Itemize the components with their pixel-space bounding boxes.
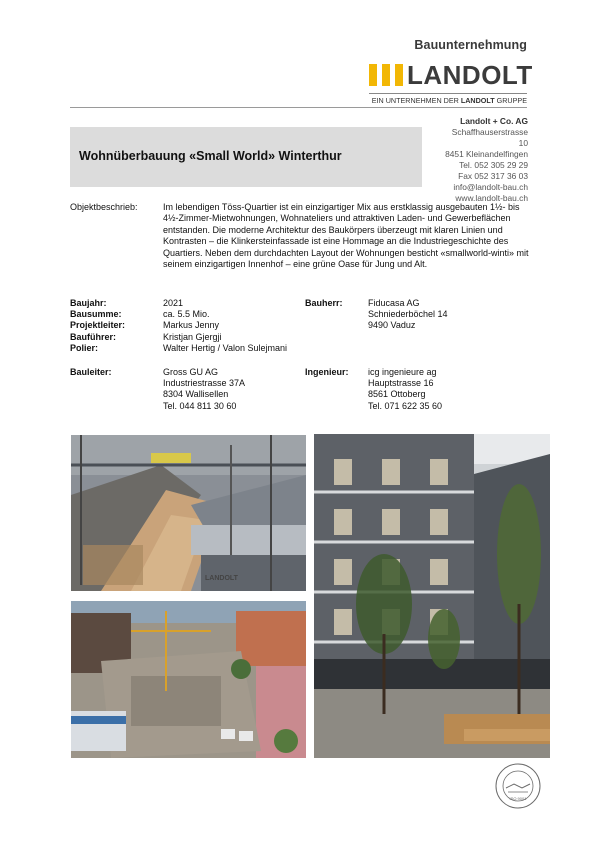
certification-seal-icon (494, 762, 542, 810)
header-divider (70, 107, 527, 108)
landolt-logo: LANDOLT (407, 60, 533, 90)
ingenieur-line: 8561 Ottoberg (368, 389, 426, 400)
ingenieur-line: Tel. 071 622 35 60 (368, 400, 443, 411)
bauherr-line: Schniederböchel 14 (368, 309, 448, 320)
company-fax: Fax 052 317 36 03 (458, 171, 528, 181)
company-street: Schaffhauserstrasse 10 (451, 127, 528, 148)
bauleiter-line: Industriestrasse 37A (163, 378, 246, 389)
company-web[interactable]: www.landolt-bau.ch (455, 193, 528, 203)
projektleiter-label: Projektleiter: (70, 320, 126, 331)
company-name: Landolt + Co. AG (460, 116, 528, 126)
photo-construction-deck (71, 435, 306, 591)
bauleiter-values (163, 367, 245, 412)
company-email[interactable]: info@landolt-bau.ch (453, 182, 528, 192)
certification-stamp (494, 762, 542, 810)
page-title: Wohnüberbauung «Small World» Winterthur (79, 149, 342, 163)
svg-text:ISO 9001: ISO 9001 (509, 796, 527, 801)
bauherr-line: Fiducasa AG (368, 298, 420, 308)
brand-tagline: Bauunternehmung (414, 38, 527, 52)
ingenieur-line: Hauptstrasse 16 (368, 378, 434, 389)
bauleiter-line: 8304 Wallisellen (163, 389, 229, 400)
bauleiter-line: Tel. 044 811 30 60 (163, 400, 237, 411)
bauleiter-line: Gross GU AG (163, 367, 219, 377)
projektleiter-value: Markus Jenny (163, 320, 220, 331)
baufuehrer-label: Bauführer: (70, 331, 117, 342)
company-address (442, 116, 528, 204)
facts-left-values (163, 298, 287, 354)
bauherr-label: Bauherr: (305, 298, 343, 308)
description-text: Im lebendigen Töss-Quartier ist ein einzigartiger Mix aus erstklassig ausgebauten 1½- bis 4½-Zimmer-Mietwohnungen, Wohnateliers und attraktiven Laden- und Gewerbeflächen entstanden. Die moderne Architektur des Baukörpers überzeugt mit klaren Linien und Kontrasten – die Klinkersteinfassade ist eine Hommage an die Industriegeschichte des Quartiers. Neben dem durchdachten Layout der Wohnungen besticht «smallworld-winti» mit seinem einzigartigen Innenhof – eine grüne Oase für Jung und Alt. (163, 202, 529, 270)
baufuehrer-value: Kristjan Gjergji (163, 331, 222, 342)
bauleiter-label: Bauleiter: (70, 367, 112, 377)
photo-construction-aerial (71, 601, 306, 758)
bauherr-line: 9490 Vaduz (368, 320, 416, 331)
polier-label: Polier: (70, 342, 99, 353)
facts-left (70, 298, 125, 354)
group-line: EIN UNTERNEHMEN DER LANDOLT GRUPPE (371, 96, 527, 105)
ingenieur-values (368, 367, 442, 412)
photo-finished-courtyard (314, 434, 550, 758)
landolt-logo-icon (369, 64, 403, 86)
bauherr-values (368, 298, 448, 332)
ingenieur-line: icg ingenieure ag (368, 367, 437, 377)
baujahr-label: Baujahr: (70, 298, 107, 308)
polier-value: Walter Hertig / Valon Sulejmani (163, 342, 288, 353)
baujahr-value: 2021 (163, 298, 184, 308)
bausumme-label: Bausumme: (70, 309, 122, 320)
deck-logo-text: LANDOLT (205, 575, 238, 582)
company-city: 8451 Kleinandelfingen (445, 149, 528, 159)
company-tel: Tel. 052 305 29 29 (459, 160, 528, 170)
logo-underline (369, 93, 527, 94)
ingenieur-label: Ingenieur: (305, 367, 349, 377)
bausumme-value: ca. 5.5 Mio. (163, 309, 210, 320)
description-label: Objektbeschrieb: (70, 202, 138, 212)
